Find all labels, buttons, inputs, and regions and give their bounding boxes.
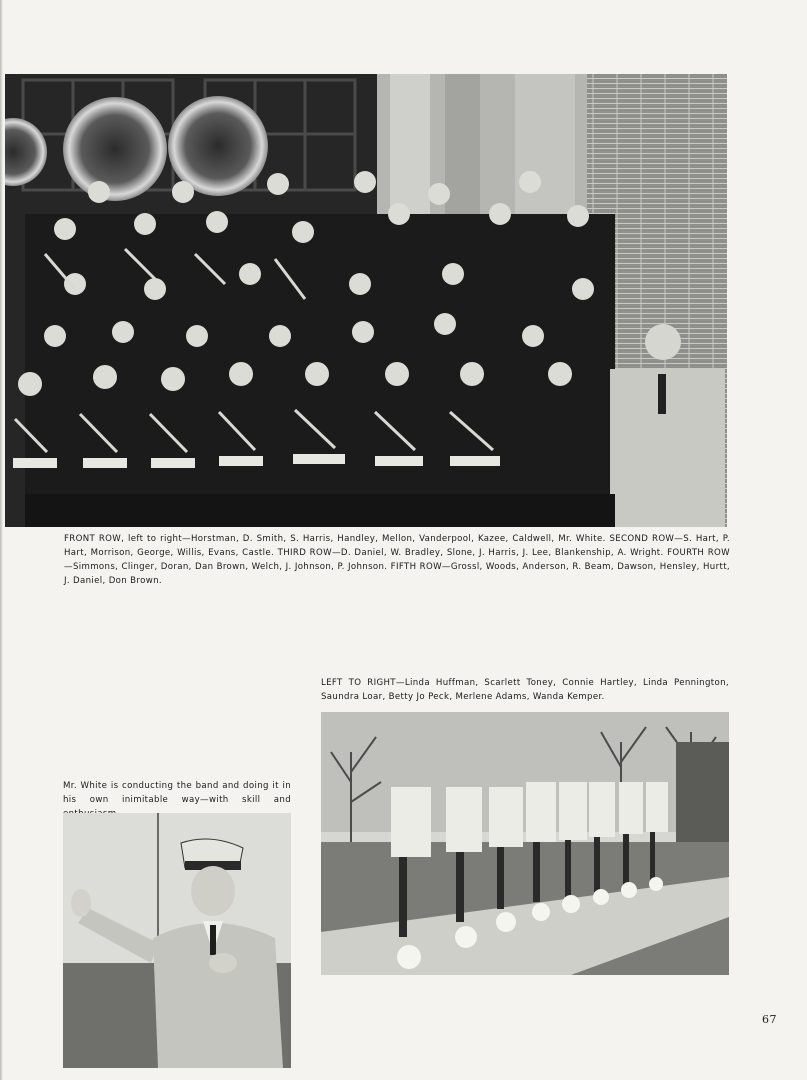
band-photo-caption: FRONT ROW, left to right—Horstman, D. Smith, S. Harris, Handley, Mellon, Vanderpool, Kazee, Caldwell, Mr. White. SECOND ROW—S. Hart, P. Hart, Morrison, George, Willis, Evans, Castle. THIRD ROW—D. Daniel, W. Bradley, Slone, J. Harris, J. Lee, Blankenship, A. Wright. FOURTH ROW—Simmons, Clinger, Doran, Dan Brown, Welch, J. Johnson, P. Johnson. FIFTH ROW—Grossl, Woods, Anderson, R. Beam, Dawson, Hensley, Hurtt, J. Daniel, Don Brown. (64, 534, 730, 586)
page-number: 67 (762, 1013, 777, 1026)
majorettes-photo-caption: LEFT TO RIGHT—Linda Huffman, Scarlett Toney, Connie Hartley, Linda Pennington, Saundra Loar, Betty Jo Peck, Merlene Adams, Wanda Kemper. (321, 678, 729, 702)
director-photo-caption: Mr. White is conducting the band and doing it in his own inimitable way—with skill and (63, 781, 291, 805)
director-photo (63, 813, 291, 1068)
band-group-photo (5, 74, 727, 527)
majorettes-photo (321, 712, 729, 975)
page-edge (0, 0, 3, 1080)
